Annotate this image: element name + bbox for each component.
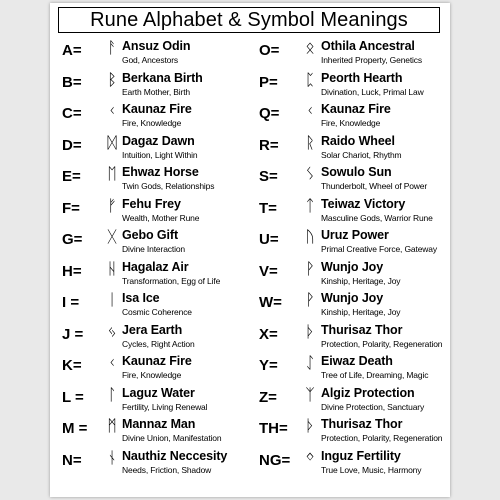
- rune-glyph: ᚷ: [107, 227, 117, 246]
- rune-meaning: Tree of Life, Dreaming, Magic: [321, 370, 429, 380]
- rune-letter: X=: [259, 325, 278, 343]
- rune-entry: [62, 133, 257, 165]
- rune-entry: [259, 353, 454, 385]
- rune-glyph: ᚾ: [107, 447, 117, 467]
- rune-entry: [259, 290, 454, 322]
- rune-name: Inguz Fertility: [321, 448, 401, 463]
- rune-letter: H=: [62, 262, 82, 280]
- rune-name: Fehu Frey: [122, 196, 181, 211]
- rune-glyph: ᚨ: [107, 38, 117, 57]
- rune-name: Ansuz Odin: [122, 39, 191, 53]
- rune-letter: L =: [62, 388, 84, 406]
- rune-entry: [259, 133, 454, 165]
- rune-entry: [259, 448, 454, 480]
- rune-entry: [62, 416, 257, 448]
- rune-glyph: ᚢ: [305, 227, 315, 246]
- rune-entry: [62, 227, 257, 259]
- rune-entry: [259, 416, 454, 448]
- rune-meaning: Fire, Knowledge: [122, 370, 182, 380]
- rune-name: Laguz Water: [122, 385, 195, 400]
- rune-chart-sheet: [50, 3, 450, 497]
- rune-name: Berkana Birth: [122, 70, 203, 85]
- rune-name: Thurisaz Thor: [321, 417, 403, 431]
- rune-meaning: Protection, Polarity, Regeneration: [321, 433, 443, 443]
- rune-meaning: Twin Gods, Relationships: [122, 181, 215, 191]
- rune-meaning: Fertility, Living Renewal: [122, 401, 208, 412]
- rune-entry: [62, 290, 257, 322]
- rune-letter: V=: [259, 262, 278, 280]
- rune-glyph: ᚹ: [305, 258, 315, 278]
- rune-entry: [62, 385, 257, 417]
- rune-entry: [62, 353, 257, 385]
- rune-glyph: ᛇ: [305, 353, 315, 372]
- rune-letter: M =: [62, 420, 88, 437]
- rune-entry: [259, 227, 454, 259]
- rune-glyph: ᛊ: [305, 164, 315, 183]
- rune-name: Uruz Power: [321, 228, 389, 242]
- rune-meaning: Fire, Knowledge: [122, 118, 182, 128]
- rune-meaning: God, Ancestors: [122, 55, 179, 65]
- rune-meaning: Inherited Property, Genetics: [321, 55, 423, 65]
- rune-entry: [259, 385, 454, 417]
- rune-name: Kaunaz Fire: [122, 354, 192, 368]
- rune-meaning: Wealth, Mother Rune: [122, 212, 200, 223]
- rune-name: Ehwaz Horse: [122, 165, 199, 179]
- rune-entry: [259, 196, 454, 228]
- rune-meaning: Transformation, Egg of Life: [122, 275, 221, 286]
- rune-entry: [62, 259, 257, 291]
- rune-name: Peorth Hearth: [321, 70, 403, 85]
- rune-letter: TH=: [259, 420, 288, 437]
- rune-letter: O=: [259, 42, 280, 59]
- rune-name: Jera Earth: [122, 322, 183, 337]
- rune-name: Kaunaz Fire: [122, 102, 192, 116]
- rune-glyph: ᚲ: [107, 353, 117, 372]
- rune-letter: NG=: [259, 451, 291, 469]
- rune-meaning: Divination, Luck, Primal Law: [321, 86, 424, 97]
- left-rune-column: [62, 38, 257, 479]
- rune-name: Isa Ice: [122, 291, 160, 305]
- rune-meaning: Masculine Gods, Warrior Rune: [321, 212, 433, 223]
- rune-meaning: Protection, Polarity, Regeneration: [321, 338, 443, 349]
- rune-entry: [259, 101, 454, 133]
- rune-glyph: ᚲ: [107, 101, 117, 120]
- rune-letter: C=: [62, 105, 82, 122]
- rune-meaning: True Love, Music, Harmony: [321, 464, 422, 475]
- rune-meaning: Fire, Knowledge: [321, 118, 381, 128]
- rune-letter: D=: [62, 136, 82, 154]
- rune-meaning: Kinship, Heritage, Joy: [321, 275, 401, 286]
- rune-entry: [259, 322, 454, 354]
- rune-entry: [62, 196, 257, 228]
- rune-entry: [62, 322, 257, 354]
- rune-meaning: Needs, Friction, Shadow: [122, 464, 212, 475]
- rune-letter: U=: [259, 231, 279, 248]
- rune-meaning: Divine Interaction: [122, 244, 185, 254]
- rune-letter: J =: [62, 325, 84, 343]
- rune-letter: A=: [62, 42, 82, 59]
- rune-glyph: ᛜ: [305, 447, 315, 467]
- rune-meaning: Thunderbolt, Wheel of Power: [321, 181, 428, 191]
- rune-name: Mannaz Man: [122, 417, 196, 431]
- rune-name: Wunjo Joy: [321, 291, 384, 305]
- rune-glyph: ᛈ: [305, 69, 315, 89]
- rune-glyph: ᚦ: [305, 321, 315, 341]
- rune-entry: [62, 70, 257, 102]
- rune-letter: K=: [62, 357, 82, 374]
- rune-name: Gebo Gift: [122, 228, 179, 242]
- rune-glyph: ᚱ: [305, 132, 315, 152]
- rune-meaning: Divine Union, Manifestation: [122, 433, 222, 443]
- rune-letter: R=: [259, 136, 279, 154]
- rune-glyph: ᚲ: [305, 101, 315, 120]
- rune-meaning: Primal Creative Force, Gateway: [321, 244, 437, 254]
- rune-letter: S=: [259, 168, 278, 185]
- rune-glyph: ᛉ: [305, 384, 315, 404]
- rune-meaning: Solar Chariot, Rhythm: [321, 149, 402, 160]
- rune-meaning: Cycles, Right Action: [122, 338, 195, 349]
- rune-meaning: Intuition, Light Within: [122, 149, 198, 160]
- rune-glyph: ᛒ: [107, 69, 117, 89]
- rune-name: Nauthiz Neccesity: [122, 448, 228, 463]
- page-title: Rune Alphabet & Symbol Meanings: [58, 7, 440, 33]
- rune-name: Teiwaz Victory: [321, 196, 406, 211]
- rune-letter: B=: [62, 73, 82, 91]
- rune-glyph: ᛗ: [107, 416, 117, 435]
- rune-glyph: ᚠ: [107, 195, 117, 215]
- rune-letter: Q=: [259, 105, 280, 122]
- rune-glyph: ᛖ: [107, 164, 117, 183]
- rune-glyph: ᚹ: [305, 290, 315, 309]
- rune-letter: Y=: [259, 357, 278, 374]
- rune-name: Dagaz Dawn: [122, 133, 195, 148]
- rune-name: Hagalaz Air: [122, 259, 189, 274]
- rune-letter: I =: [62, 294, 80, 311]
- rune-glyph: ᛞ: [107, 132, 117, 152]
- rune-entry: [259, 38, 454, 70]
- rune-name: Kaunaz Fire: [321, 102, 391, 116]
- rune-meaning: Earth Mother, Birth: [122, 86, 191, 97]
- rune-glyph: ᛚ: [107, 384, 117, 404]
- rune-name: Sowulo Sun: [321, 165, 392, 179]
- rune-meaning: Kinship, Heritage, Joy: [321, 307, 401, 317]
- rune-entry: [259, 259, 454, 291]
- rune-letter: T=: [259, 199, 277, 217]
- rune-letter: W=: [259, 294, 282, 311]
- rune-name: Thurisaz Thor: [321, 322, 403, 337]
- rune-letter: N=: [62, 451, 82, 469]
- rune-glyph: ᚺ: [107, 258, 117, 278]
- rune-entry: [62, 164, 257, 196]
- rune-entry: [62, 101, 257, 133]
- rune-name: Wunjo Joy: [321, 259, 384, 274]
- rune-letter: E=: [62, 168, 81, 185]
- rune-glyph: ᛟ: [305, 38, 315, 57]
- rune-glyph: ᚦ: [305, 416, 315, 435]
- rune-name: Algiz Protection: [321, 385, 415, 400]
- rune-entry: [62, 448, 257, 480]
- rune-entry: [259, 164, 454, 196]
- rune-letter: F=: [62, 199, 80, 217]
- rune-glyph: ᛃ: [107, 321, 117, 341]
- rune-entry: [62, 38, 257, 70]
- rune-letter: P=: [259, 73, 278, 91]
- rune-glyph: ᛁ: [107, 290, 117, 309]
- right-rune-column: [259, 38, 454, 479]
- rune-meaning: Divine Protection, Sanctuary: [321, 401, 425, 412]
- rune-entry: [259, 70, 454, 102]
- rune-name: Othila Ancestral: [321, 39, 415, 53]
- rune-meaning: Cosmic Coherence: [122, 307, 192, 317]
- rune-name: Raido Wheel: [321, 133, 395, 148]
- rune-letter: Z=: [259, 388, 277, 406]
- rune-name: Eiwaz Death: [321, 354, 393, 368]
- rune-glyph: ᛏ: [305, 195, 315, 215]
- rune-letter: G=: [62, 231, 83, 248]
